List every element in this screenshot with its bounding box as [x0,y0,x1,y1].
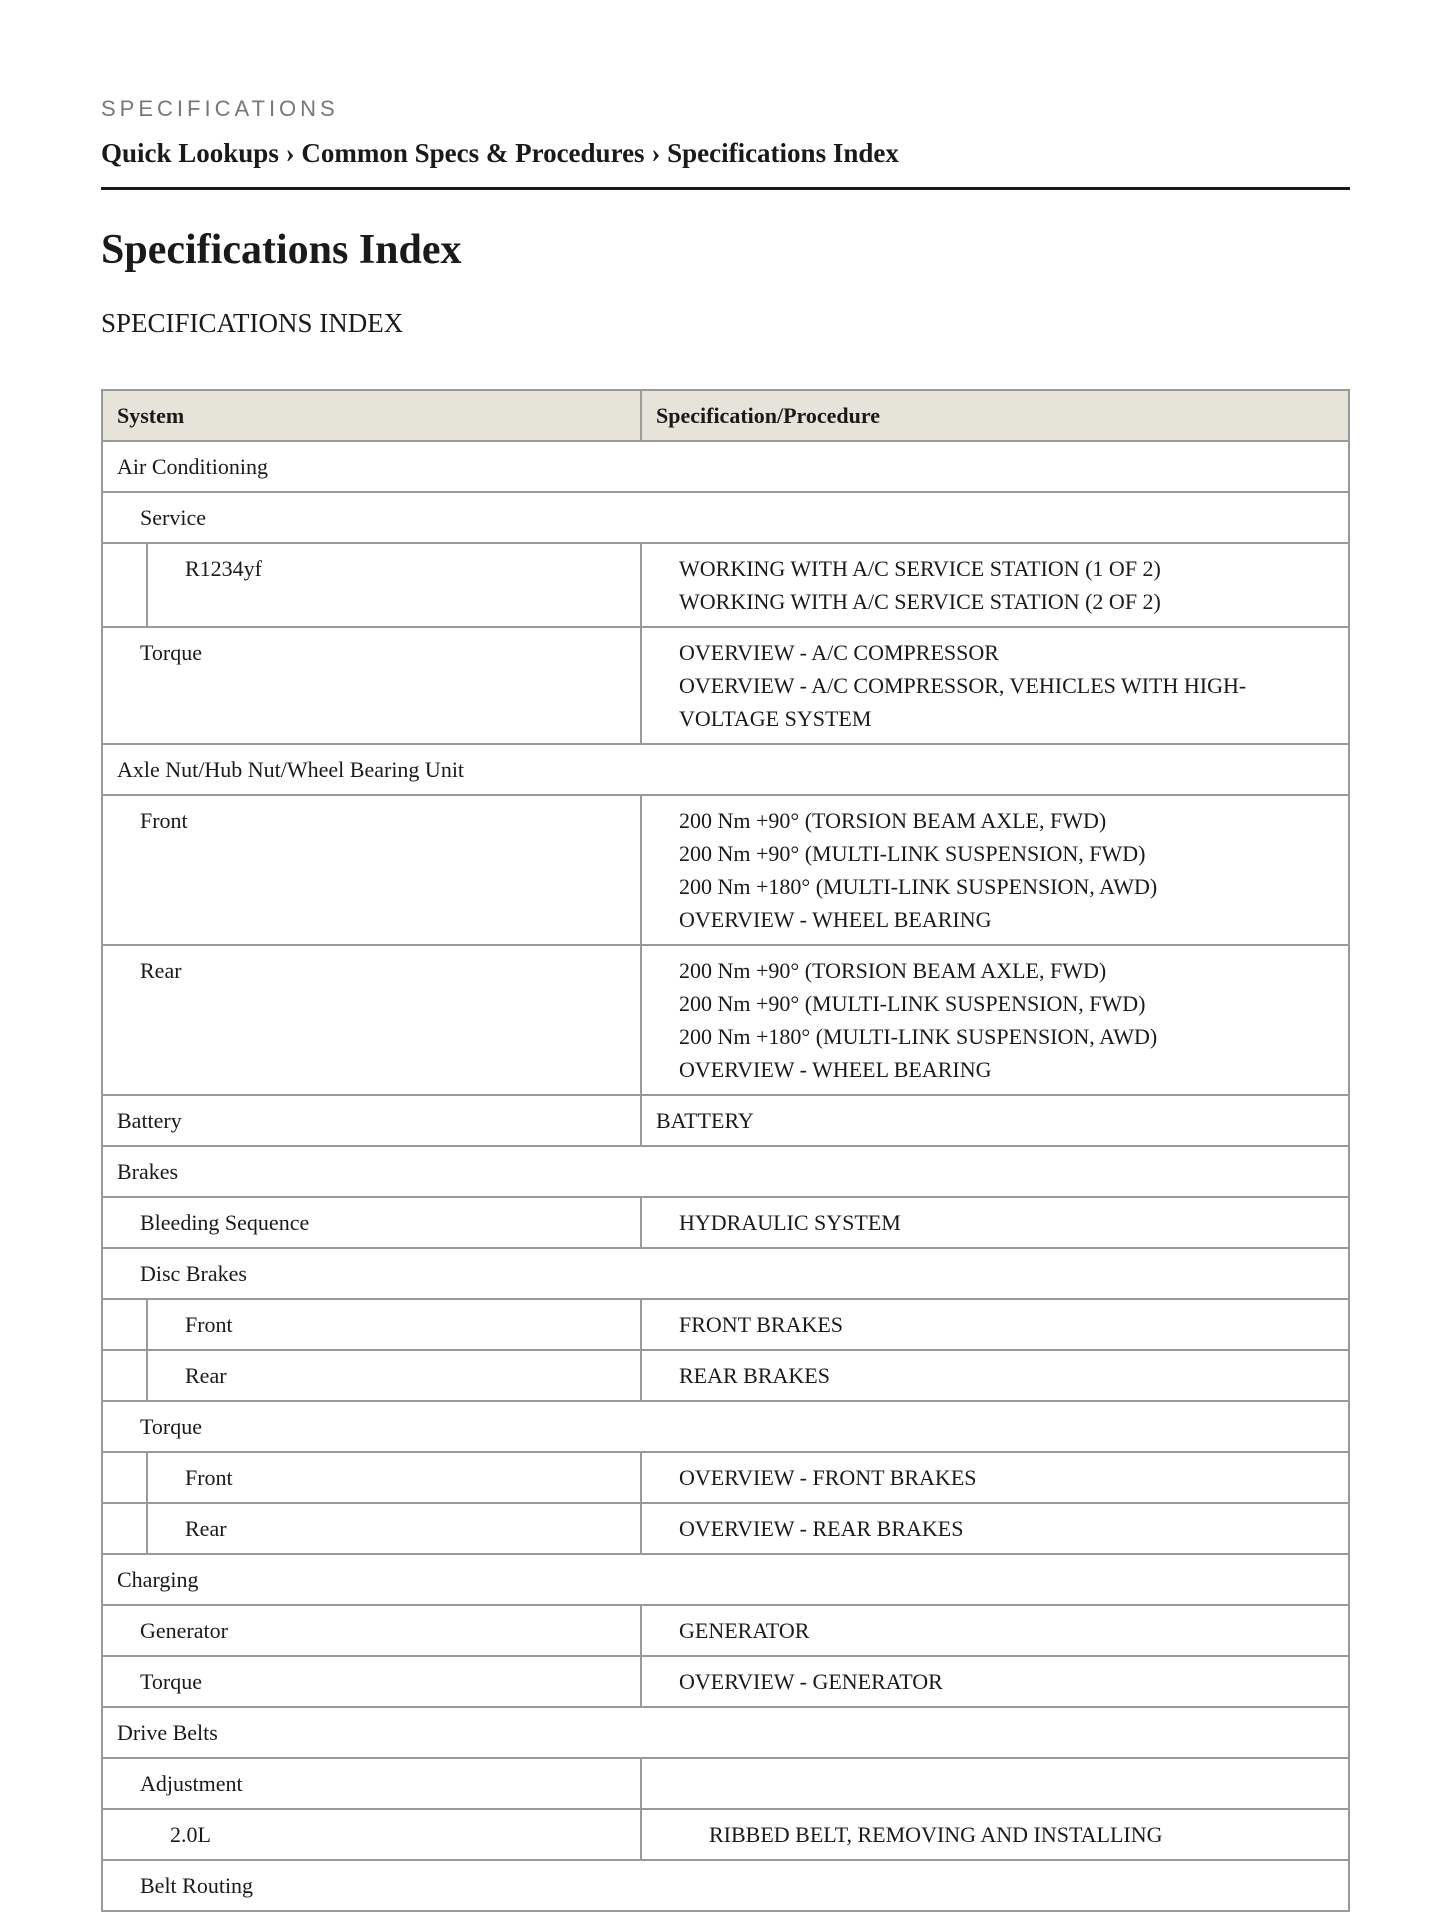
procedure-link[interactable]: HYDRAULIC SYSTEM [679,1210,901,1235]
procedure-cell [641,1452,1349,1503]
table-row [102,1758,1349,1809]
table-row [102,543,1349,627]
table-row [102,1707,1349,1758]
system-label: Drive Belts [117,1720,218,1745]
system-cell [102,1860,1349,1911]
system-label: Rear [185,1363,227,1388]
table-row [102,795,1349,945]
system-cell [102,1656,641,1707]
system-cell [102,492,1349,543]
system-label: Disc Brakes [140,1261,247,1286]
system-cell [102,1758,641,1809]
system-cell [102,1707,1349,1758]
procedure-cell [641,1350,1349,1401]
system-label: 2.0L [170,1822,211,1847]
procedure-cell [641,945,1349,1095]
system-cell [102,744,1349,795]
system-cell [102,441,1349,492]
system-cell [102,543,641,627]
system-label: Brakes [117,1159,179,1184]
table-row [102,1095,1349,1146]
procedure-link[interactable]: REAR BRAKES [679,1363,830,1388]
procedure-cell [641,1503,1349,1554]
system-cell [102,1248,1349,1299]
system-label: Battery [117,1108,182,1133]
table-row [102,1452,1349,1503]
system-cell [102,795,641,945]
system-label: Rear [140,958,182,983]
section-eyebrow: SPECIFICATIONS [101,96,339,121]
system-label: Torque [140,1669,202,1694]
table-row [102,1605,1349,1656]
system-cell [102,1350,641,1401]
table-row [102,1656,1349,1707]
procedure-link[interactable]: OVERVIEW - WHEEL BEARING [679,1057,992,1082]
table-row [102,1554,1349,1605]
procedure-cell [641,795,1349,945]
system-label: Rear [185,1516,227,1541]
procedure-cell [641,1299,1349,1350]
system-cell [102,945,641,1095]
table-row [102,1197,1349,1248]
system-cell [102,1146,1349,1197]
procedure-cell [641,1656,1349,1707]
system-label: Belt Routing [140,1873,254,1898]
procedure-link[interactable]: OVERVIEW - A/C COMPRESSOR [679,640,999,665]
system-cell [102,1401,1349,1452]
table-row [102,1350,1349,1401]
table-row [102,1248,1349,1299]
system-cell [102,1503,641,1554]
procedure-cell [641,1809,1349,1860]
system-label: Torque [140,640,202,665]
procedure-cell [641,543,1349,627]
column-header-procedure: Specification/Procedure [641,390,1349,441]
table-row [102,1299,1349,1350]
procedure-link[interactable]: 200 Nm +180° (MULTI-LINK SUSPENSION, AWD) [679,874,1158,899]
procedure-link[interactable]: 200 Nm +90° (TORSION BEAM AXLE, FWD) [679,808,1107,833]
table-row [102,945,1349,1095]
procedure-link[interactable]: OVERVIEW - FRONT BRAKES [679,1465,977,1490]
table-row [102,1401,1349,1452]
procedure-link[interactable]: 200 Nm +90° (MULTI-LINK SUSPENSION, FWD) [679,991,1146,1016]
procedure-cell [641,1605,1349,1656]
procedure-cell [641,1095,1349,1146]
system-cell [102,1299,641,1350]
header-divider [101,187,1350,190]
page-title: Specifications Index [101,227,462,273]
procedure-link[interactable]: 200 Nm +90° (MULTI-LINK SUSPENSION, FWD) [679,841,1146,866]
procedure-link[interactable]: BATTERY [656,1108,754,1133]
breadcrumb-current: Specifications Index [667,138,899,168]
procedure-link[interactable]: OVERVIEW - WHEEL BEARING [679,907,992,932]
system-cell [102,1809,641,1860]
system-label: Service [140,505,206,530]
procedure-link[interactable]: RIBBED BELT, REMOVING AND INSTALLING [709,1822,1163,1847]
system-cell [102,627,641,744]
system-label: Bleeding Sequence [140,1210,310,1235]
breadcrumb [101,138,899,169]
system-label: Front [185,1465,233,1490]
system-label: Front [140,808,188,833]
procedure-cell [641,627,1349,744]
table-row [102,1503,1349,1554]
procedure-cell [641,1197,1349,1248]
procedure-link[interactable]: OVERVIEW - REAR BRAKES [679,1516,964,1541]
procedure-link[interactable]: OVERVIEW - A/C COMPRESSOR, VEHICLES WITH HIGH-VOLTAGE SYSTEM [679,673,1247,731]
procedure-cell [641,1758,1349,1809]
table-row [102,1860,1349,1911]
system-cell [102,1197,641,1248]
table-body [102,441,1349,1911]
system-label: Air Conditioning [117,454,268,479]
table-header-row [102,390,1349,441]
breadcrumb-separator: › [644,138,668,168]
breadcrumb-separator: › [278,138,302,168]
system-label: Front [185,1312,233,1337]
system-label: R1234yf [185,556,262,581]
procedure-link[interactable]: WORKING WITH A/C SERVICE STATION (2 OF 2) [679,589,1161,614]
system-cell [102,1452,641,1503]
system-cell [102,1605,641,1656]
section-heading: SPECIFICATIONS INDEX [101,308,404,338]
procedure-link[interactable]: WORKING WITH A/C SERVICE STATION (1 OF 2) [679,556,1161,581]
breadcrumb-link-quick-lookups[interactable]: Quick Lookups [101,138,279,168]
system-cell [102,1095,641,1146]
procedure-link[interactable]: GENERATOR [679,1618,810,1643]
table-row [102,744,1349,795]
table-row [102,492,1349,543]
system-label: Axle Nut/Hub Nut/Wheel Bearing Unit [117,757,465,782]
system-cell [102,1554,1349,1605]
table-row [102,1146,1349,1197]
column-header-system: System [102,390,641,441]
system-label: Charging [117,1567,199,1592]
table-row [102,441,1349,492]
table-row [102,627,1349,744]
procedure-link[interactable]: OVERVIEW - GENERATOR [679,1669,943,1694]
system-label: Generator [140,1618,228,1643]
procedure-link[interactable]: FRONT BRAKES [679,1312,844,1337]
system-label: Adjustment [140,1771,243,1796]
breadcrumb-link-common-specs[interactable]: Common Specs & Procedures [301,138,645,168]
system-label: Torque [140,1414,202,1439]
procedure-link[interactable]: 200 Nm +90° (TORSION BEAM AXLE, FWD) [679,958,1107,983]
procedure-link[interactable]: 200 Nm +180° (MULTI-LINK SUSPENSION, AWD) [679,1024,1158,1049]
table-row [102,1809,1349,1860]
specifications-table [101,389,1350,1912]
